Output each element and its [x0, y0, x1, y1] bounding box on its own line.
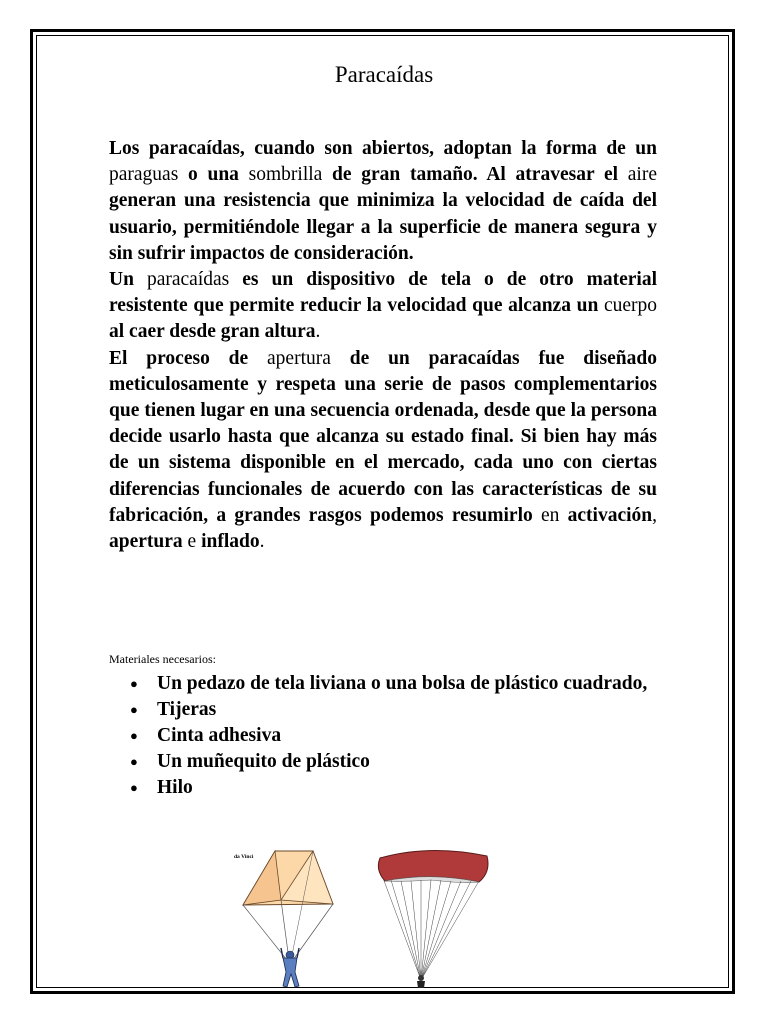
text-run: es un dispositivo de tela o de otro material resistente que permite reducir la velocidad que alcanza un: [109, 269, 657, 317]
link-word: cuerpo: [603, 295, 657, 317]
text-run: de gran tamaño. Al atravesar el: [322, 164, 628, 186]
parachute-illustrations: [225, 848, 495, 990]
text-run: al caer desde gran altura: [109, 321, 316, 343]
text-run: inflado: [201, 531, 260, 553]
text-run: generan una resistencia que minimiza la velocidad de caída del usuario, permitiéndole llegar a la superficie de manera segura y sin sufrir impactos de consideración.: [109, 190, 657, 264]
text-run: en: [532, 504, 568, 526]
link-word: paraguas: [109, 164, 179, 186]
materials-list: [130, 671, 660, 801]
text-run: de un paracaídas fue diseñado meticulosamente y respeta una serie de pasos complementarios que tienen lugar en una secuencia ordenada, desde que la persona decide usarlo hasta que alcanza su estado final. Si bien hay más de un sistema disponible en el mercado, cada uno con ciertas diferencias funcionales de acuerdo con las características de su fabricación, a grandes rasgos podemos resumirlo: [109, 347, 657, 526]
link-word: sombrilla: [248, 164, 323, 186]
text-run: .: [259, 531, 265, 553]
text-run: e: [182, 531, 202, 553]
list-item: ● Un pedazo de tela liviana o una bolsa de plástico cuadrado,: [130, 671, 660, 697]
page-title: Paracaídas: [334, 62, 434, 87]
link-word: paracaídas: [146, 269, 230, 291]
list-item: ● Cinta adhesiva: [130, 723, 660, 749]
text-run: ,: [652, 504, 657, 526]
image-caption: da Vinci: [234, 854, 254, 860]
list-item: ● Hilo: [130, 775, 660, 801]
materials-label: Materiales necesarios:: [109, 652, 216, 666]
paragraph-1: [109, 136, 657, 267]
da-vinci-parachute-image: [234, 851, 333, 987]
list-item: ● Un muñequito de plástico: [130, 749, 660, 775]
text-run: apertura: [109, 531, 183, 553]
list-item: ● Tijeras: [130, 697, 660, 723]
text-run: Un: [109, 269, 147, 291]
text-run: .: [315, 321, 321, 343]
paragraph-3: [109, 346, 657, 556]
text-run: activación: [567, 504, 653, 526]
text-run: o una: [178, 164, 249, 186]
link-word: apertura: [267, 347, 331, 369]
text-run: Los paracaídas, cuando son abiertos, adoptan la forma de un: [109, 138, 657, 159]
body-text: [109, 136, 657, 555]
text-run: El proceso de: [109, 347, 268, 369]
canopy-parachute-image: [378, 850, 488, 988]
paragraph-2: [109, 267, 657, 346]
link-word: aire: [627, 164, 657, 186]
